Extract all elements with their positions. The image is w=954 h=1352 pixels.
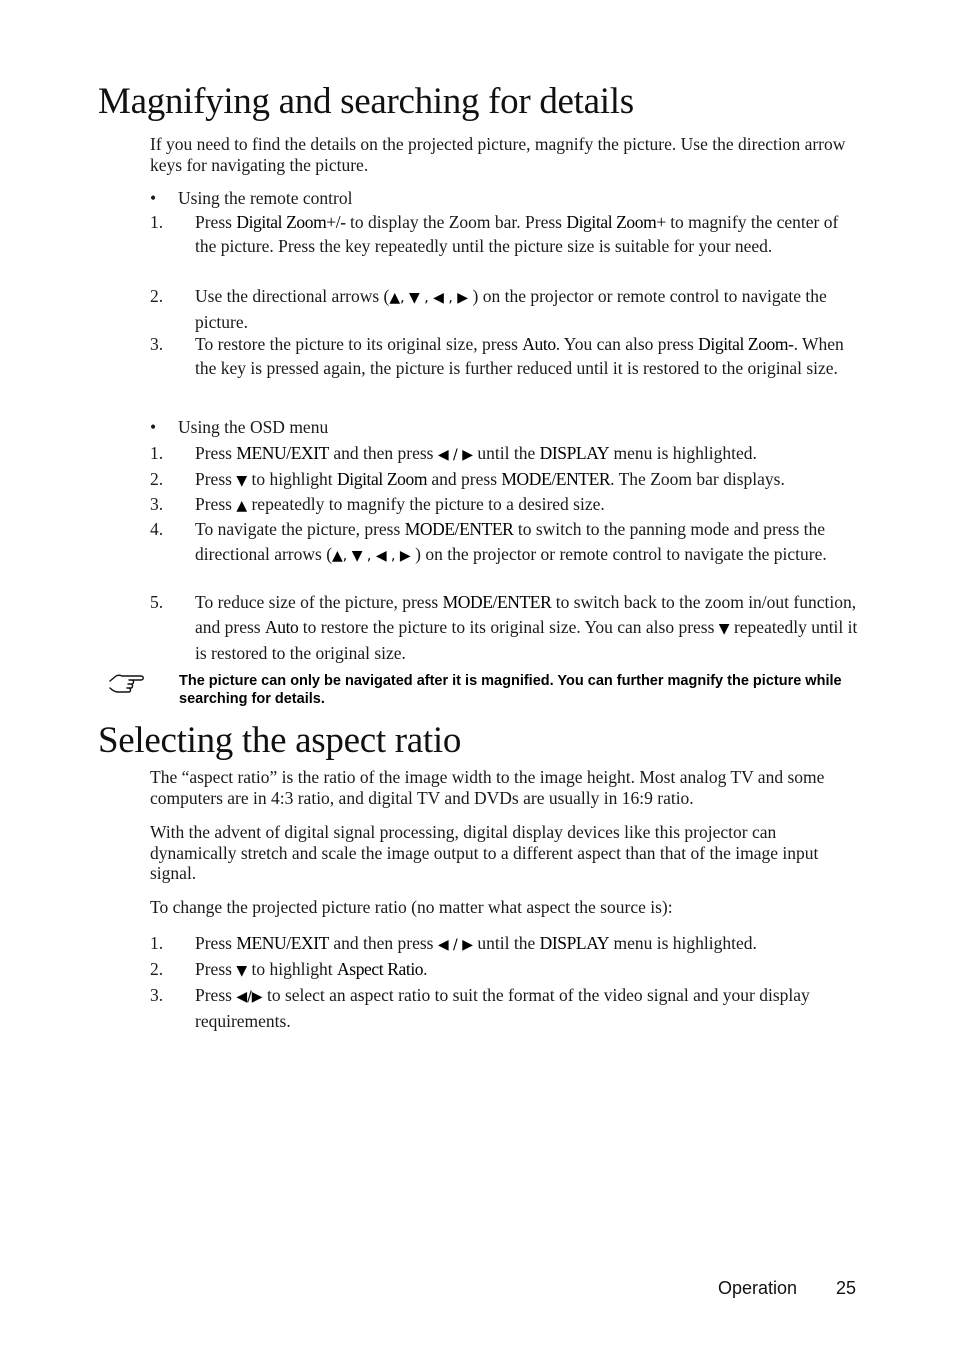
remote-heading: Using the remote control	[178, 188, 353, 208]
menu-display: DISPLAY	[539, 933, 610, 953]
key-digital-zoom-minus: Digital Zoom-	[698, 334, 794, 354]
key-menu-exit: MENU/EXIT	[236, 933, 329, 953]
left-right-arrow-icon: ◀ / ▶	[437, 937, 473, 953]
key-mode-enter: MODE/ENTER	[404, 519, 514, 539]
pointing-hand-note-icon	[108, 672, 146, 694]
footer-section-name: Operation	[718, 1278, 798, 1298]
key-auto: Auto	[522, 334, 556, 354]
left-right-arrow-icon: ◀ / ▶	[437, 447, 473, 463]
up-arrow-icon: ▲	[236, 498, 248, 514]
bullet-dot: •	[150, 188, 157, 208]
menu-digital-zoom: Digital Zoom	[337, 469, 428, 489]
section-title-aspect-ratio: Selecting the aspect ratio	[98, 720, 462, 761]
key-auto: Auto	[264, 616, 299, 637]
key-mode-enter: MODE/ENTER	[501, 469, 611, 489]
down-arrow-icon: ▼	[236, 963, 248, 979]
key-digital-zoom-plus: Digital Zoom+	[566, 212, 666, 232]
bullet-dot: •	[150, 417, 157, 437]
note-text: The picture can only be navigated after it is magnified. You can further magnify the picture while searching for details.	[179, 673, 842, 707]
down-arrow-icon: ▼	[718, 620, 730, 637]
key-mode-enter: MODE/ENTER	[442, 592, 552, 612]
manual-page: Magnifying and searching for details If you need to find the details on the projected picture, magnify the picture. Use the direction arrow keys for navigating the picture. • Using the remote control 1. Press Digital Zoom+/- to display the Zoom bar. Press Digital Zoom+ to magnify the center of the picture. Press the key repeatedly until the picture size is suitable for your need. 2. Use the directional arrows (▲, ▼ , ◀ , ▶ ) on the projector or remote control to navigate the picture. 3. To restore the picture to its original size, press Auto. You can also press Digital Zoom-. When the key is pressed again, the picture is further reduced until it is restored to the original size. • Using the OSD menu 1. Press MENU/EXIT and then press ◀ / ▶ until the DISPLAY menu is highlighted. 2. Press ▼ to highlight Digital Zoom and press MODE/ENTER. The Zoom bar displays. 3. Press ▲ repeatedly to magnify the picture to a desired size. 4. To navigate the picture, press MODE/ENTER to switch to the panning mode and press the directional arrows (▲, ▼ , ◀ , ▶ ) on the projector or remote control to navigate the picture. 5. To reduce size of the picture, press MODE/ENTER to switch back to the zoom in/out function, and press Auto to restore the picture to its original size. You can also press ▼ repeatedly until it is restored to the original size. The picture can only be navigated after it is magnified. You can further magnify the picture while searching for details. Selecting the aspect ratio The “aspect ratio” is the ratio of the image width to the image height. Most analog TV and some computers are in 4:3 ratio, and digital TV and DVDs are usually in 16:9 ratio. With the advent of digital signal processing, digital display devices like this projector can dynamically stretch and scale the image output to a different aspect than that of the image input signal. To change the projected picture ratio (no matter what aspect the source is): 1. Press MENU/EXIT and then press ◀ / ▶ until the DISPLAY menu is highlighted. 2. Press ▼ to highlight Aspect Ratio. 3. Press ◀/▶ to select an aspect ratio to suit the format of the video signal and your display requirements. Operation 25	[0, 0, 954, 1352]
osd-heading: Using the OSD menu	[178, 417, 329, 437]
four-arrows-icon: ▲, ▼ , ◀ , ▶	[389, 290, 473, 306]
footer-page-number: 25	[836, 1278, 857, 1298]
section-title-magnify: Magnifying and searching for details	[98, 81, 634, 122]
key-menu-exit: MENU/EXIT	[236, 443, 329, 463]
aspect-para-3: To change the projected picture ratio (no matter what aspect the source is):	[150, 897, 673, 917]
down-arrow-icon: ▼	[236, 473, 248, 489]
aspect-para-1: The “aspect ratio” is the ratio of the image width to the image height. Most analog TV and some computers are in 4:3 ratio, and digital TV and DVDs are usually in 16:9 ratio.	[150, 767, 825, 808]
magnify-intro: If you need to find the details on the projected picture, magnify the picture. Use the direction arrow keys for navigating the picture.	[150, 134, 846, 175]
four-arrows-icon: ▲, ▼ , ◀ , ▶	[332, 548, 416, 564]
bullet-osd	[150, 417, 328, 437]
key-digital-zoom-plus-minus: Digital Zoom+/-	[236, 212, 346, 232]
aspect-para-2: With the advent of digital signal processing, digital display devices like this projector can dynamically stretch and scale the image output to a different aspect than that of the image input signal.	[150, 822, 819, 883]
menu-aspect-ratio: Aspect Ratio	[337, 959, 424, 979]
bullet-remote	[150, 188, 352, 208]
left-right-arrow-icon: ◀/▶	[236, 989, 263, 1005]
menu-display: DISPLAY	[539, 443, 610, 463]
